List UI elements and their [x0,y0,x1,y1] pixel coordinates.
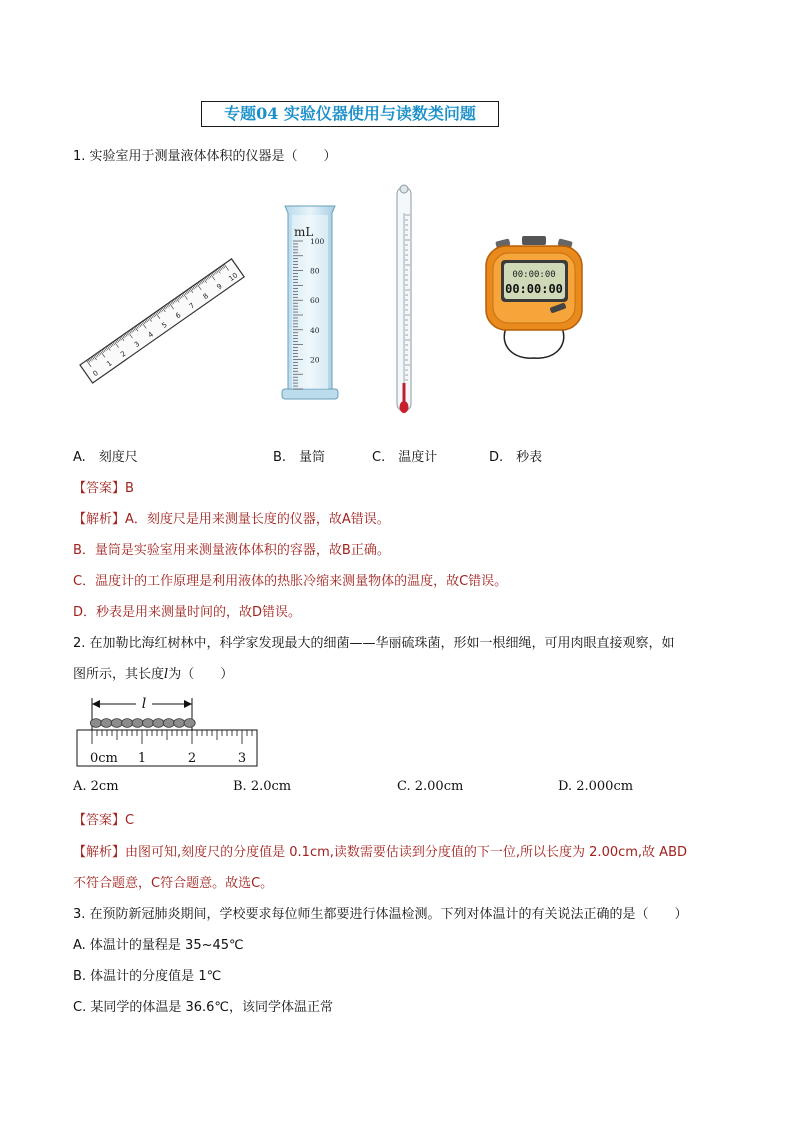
question-2-stem-line-2 [73,663,233,682]
analysis-tag: 【解析】 [73,512,126,527]
stopwatch-display-1: 00:00:00 [512,270,556,280]
q1-option-d: D. 秒表 [489,450,543,465]
ruler-number: 5 [160,320,169,330]
ruler-label-0cm: 0cm [90,751,118,766]
q2-option-b: B. 2.0cm [233,779,292,794]
ruler-image [70,225,240,380]
question-3-stem: 3. 在预防新冠肺炎期间，学校要求每位师生都要进行体温检测。下列对体温计的有关说法正确的是（ ） [73,907,688,922]
ruler-number: 7 [187,301,197,311]
page-title: 专题04 实验仪器使用与读数类问题 [201,101,499,127]
cylinder-tick-label: 20 [310,355,320,365]
answer-value: B [125,481,134,496]
q1-analysis-line-4: D．秒表是用来测量时间的，故D错误。 [73,605,302,620]
q1-option-a: A. 刻度尺 [73,450,138,465]
question-2-stem-line-1: 2. 在加勒比海红树林中，科学家发现最大的细菌——华丽硫珠菌，形如一根细绳，可用肉眼直接观察，如 [73,636,675,651]
q2-answer [73,809,134,828]
bacterium-segment [101,719,112,728]
q3-option-c: C. 某同学的体温是 36.6℃，该同学体温正常 [73,1000,334,1015]
q1-option-c: C. 温度计 [372,450,438,465]
length-variable: l [164,667,169,682]
q2-option-a: A. 2cm [73,779,119,794]
ruler-number: 0 [91,368,100,379]
cylinder-unit: mL [294,225,314,239]
measuring-cylinder-image [280,203,340,403]
q3-option-a: A. 体温计的量程是 35~45℃ [73,938,244,953]
ruler-label-2: 2 [187,751,197,766]
bacterium-segment [184,719,195,728]
bacterium-segment [111,719,122,728]
q1-analysis-line-1 [73,508,390,527]
stem-text: 为（ ） [168,667,234,682]
q1-analysis-line-2: B．量筒是实验室用来测量液体体积的容器，故B正确。 [73,543,390,558]
ruler-number: 8 [201,291,210,301]
q2-analysis-line-1 [73,841,687,860]
ruler-number: 1 [105,359,114,369]
answer-tag: 【答案】 [73,481,126,496]
thermometer-image [392,183,418,418]
ruler-number: 2 [119,349,128,359]
bacterium-ruler-figure [74,690,260,768]
cylinder-tick-label: 100 [310,237,325,246]
ruler-label-1: 1 [137,751,147,766]
cylinder-tick-label: 40 [310,325,320,335]
bacterium-segment [122,719,133,728]
answer-tag: 【答案】 [73,813,126,828]
q1-option-b: B. 量筒 [273,450,326,465]
ruler-number: 3 [132,340,142,350]
q3-option-b: B. 体温计的分度值是 1℃ [73,969,222,984]
analysis-text: A．刻度尺是用来测量长度的仪器，故A错误。 [125,512,390,527]
ruler-number: 10 [227,271,240,283]
q1-analysis-line-3: C．温度计的工作原理是利用液体的热胀冷缩来测量物体的温度，故C错误。 [73,574,508,589]
bacterium-segment [163,719,174,728]
answer-value: C [125,813,135,828]
stopwatch-image [484,236,584,364]
q2-option-d: D. 2.000cm [558,779,634,794]
bacterium-segment [174,719,185,728]
stopwatch-display-2: 00:00:00 [505,282,563,296]
bacterium-segment [142,719,153,728]
cylinder-tick-label: 80 [310,266,320,276]
stem-text: 图所示，其长度 [73,667,165,682]
q2-option-c: C. 2.00cm [397,779,464,794]
analysis-text: 由图可知,刻度尺的分度值是 0.1cm,读数需要估读到分度值的下一位,所以长度为 2.00cm,故 ABD [125,845,688,860]
ruler-number: 4 [146,330,155,340]
analysis-tag: 【解析】 [73,845,126,860]
ruler-number: 9 [215,282,224,292]
bacterium-segment [132,719,143,728]
ruler-number: 6 [174,311,183,321]
q2-analysis-line-2: 不符合题意，C符合题意。故选C。 [73,876,274,891]
cylinder-tick-label: 60 [310,296,320,306]
bacterium-segment [90,719,101,728]
bacterium-segment [153,719,164,728]
length-label: l [141,696,147,712]
ruler-label-3: 3 [237,751,247,766]
question-1-stem: 1. 实验室用于测量液体体积的仪器是（ ） [73,149,337,164]
q1-answer [73,477,134,496]
